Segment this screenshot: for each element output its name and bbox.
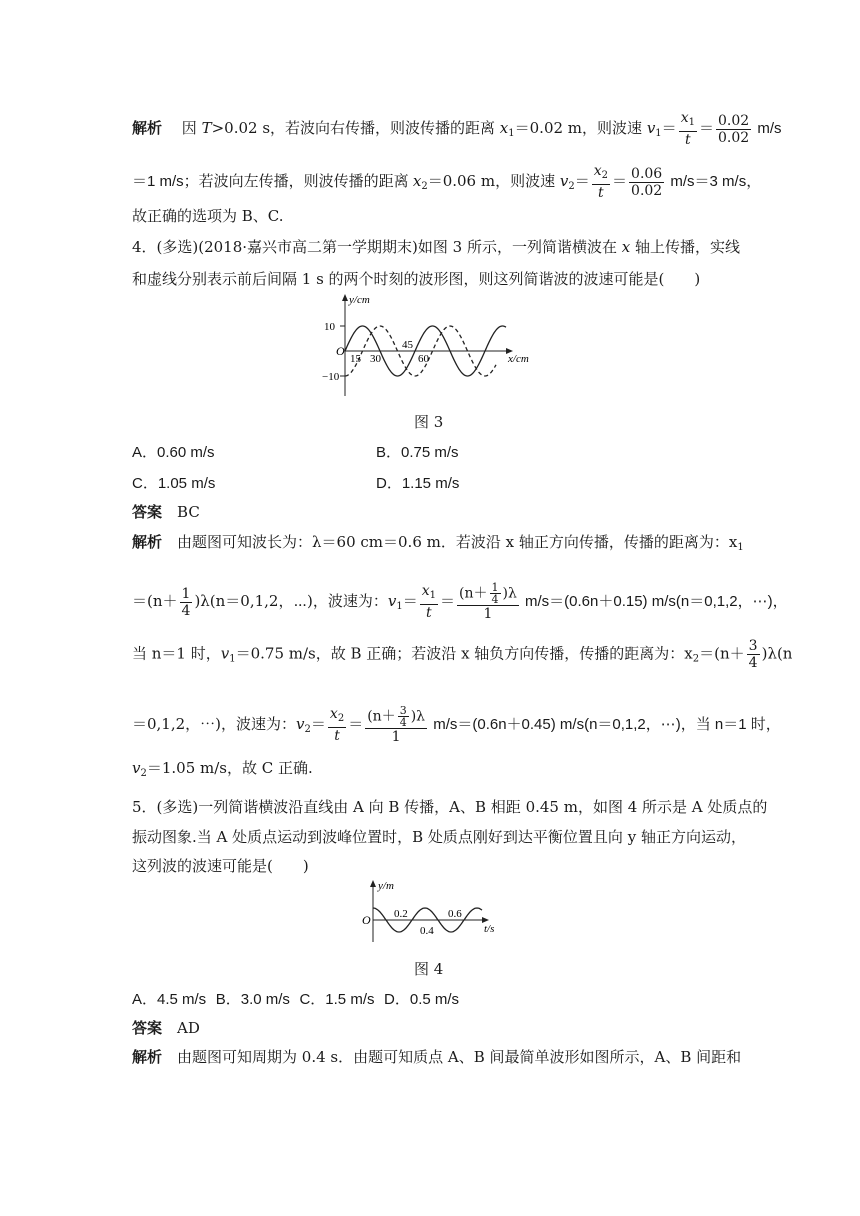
q4-option-d[interactable]: D．1.15 m/s [376,475,460,492]
q5-stem-line1: 5．(多选)一列简谐横波沿直线由 A 向 B 传播，A、B 相距 0.45 m，如图 4 所示是 A 处质点的 [132,798,768,816]
answer-value: BC [177,503,200,521]
tick-10: 10 [324,321,335,333]
tick-0.4: 0.4 [420,925,434,937]
origin-label: O [336,344,345,358]
tick-0.2: 0.2 [394,908,408,920]
q4-explanation-line3: 当 n＝1 时，$v_1=0.75$ m/s，故 B 正确；若波沿 x 轴负方向传播，传播的距离为：$x_2=(n+$ $\frac{3}{4}$ )λ(n [132,638,793,671]
q4-explanation-line5: $v_2=1.05$ m/s，故 C 正确. [132,759,313,779]
q5-option-d[interactable]: D．0.5 m/s [384,991,460,1008]
y-axis-label: y/cm [349,294,370,306]
fraction: $\frac{0.06}{0.02}$ [631,165,663,199]
q5-stem-line2: 振动图象.当 A 处质点运动到波峰位置时，B 处质点刚好到达平衡位置且向 y 轴正方向运动， [132,828,746,846]
fraction: $\frac{x_2}{t}$ [593,163,609,201]
q4-explanation-line2: ＝(n＋ $\frac{1}{4}$ )λ(n＝0,1,2，⋯)，波速为：$v_1=$ $\frac{x_1}{t}$ ＝ (n＋ $\frac{1}{4}$ )λ 1 m/s＝(0.6n＋0.15) m/s(n＝0,1,2，⋯)， [132,581,788,622]
q3-explanation-line1: 解析 因 T>0.02 s，若波向右传播，则波传播的距离 $x_1=0.02$ m，则波速 $v_1=$ $\frac{x_1}{t}$ ＝ $\frac{0.02}{0.02}$ m/s [132,110,782,148]
q3-explanation-line2: ＝1 m/s；若波向左传播，则波传播的距离 $x_2=0.06$ m，则波速 $v_2=$ $\frac{x_2}{t}$ ＝ $\frac{0.06}{0.02}$ m/s＝3 m/s， [132,163,762,201]
tick-0.6: 0.6 [448,908,462,920]
fraction: $\frac{0.02}{0.02}$ [717,112,750,146]
q5-answer: 答案 AD [132,1019,200,1037]
q4-explanation-line1: 解析 由题图可知波长为：λ＝60 cm＝0.6 m．若波沿 x 轴正方向传播，传播的距离为：$x_1$ [132,533,744,553]
tick-30: 30 [370,353,381,365]
q4-stem-line1: 4．(多选)(2018·嘉兴市高二第一学期期末)如图 3 所示，一列简谐横波在 x 轴上传播，实线 [132,238,740,256]
origin-label: O [362,913,371,927]
tick-45: 45 [402,339,413,351]
x-axis-label: x/cm [508,353,529,365]
tick-15: 15 [350,353,361,365]
q5-option-b[interactable]: B．3.0 m/s [215,991,290,1008]
q5-explanation-line1: 解析 由题图可知周期为 0.4 s．由题可知质点 A、B 间最简单波形如图所示，A、B 间距和 [132,1048,742,1066]
q5-option-c[interactable]: C．1.5 m/s [299,991,375,1008]
q4-stem-line2: 和虚线分别表示前后间隔 1 s 的两个时刻的波形图，则这列简谐波的波速可能是( ) [132,270,701,288]
q4-option-a[interactable]: A．0.60 m/s [132,444,215,461]
x-axis-label: t/s [484,923,495,935]
explanation-label: 解析 [132,119,163,137]
tick-minus10: −10 [322,371,340,383]
q5-option-a[interactable]: A．4.5 m/s [132,991,207,1008]
figure-4-vibration-graph [356,878,506,950]
figure-3-wave-graph [318,292,538,404]
figure-4-caption: 图 4 [414,960,444,978]
q4-option-c[interactable]: C．1.05 m/s [132,475,216,492]
q4-option-b[interactable]: B．0.75 m/s [376,444,459,461]
q4-explanation-line4: ＝0,1,2，⋯)，波速为：$v_2=$ $\frac{x_2}{t}$ ＝ (n＋ $\frac{3}{4}$ )λ 1 m/s＝(0.6n＋0.45) m/s(n＝0,1,2，⋯)，当 n＝1 时， [132,704,781,745]
q4-answer: 答案 BC [132,503,200,521]
tick-60: 60 [418,353,429,365]
figure-3-caption: 图 3 [414,413,444,431]
q5-stem-line3: 这列波的波速可能是( ) [132,857,309,875]
y-axis-label: y/m [378,880,394,892]
fraction: $\frac{x_1}{t}$ [680,110,695,148]
q3-conclusion: 故正确的选项为 B、C. [132,207,284,225]
q5-options [132,988,459,1009]
answer-value: AD [177,1019,200,1037]
